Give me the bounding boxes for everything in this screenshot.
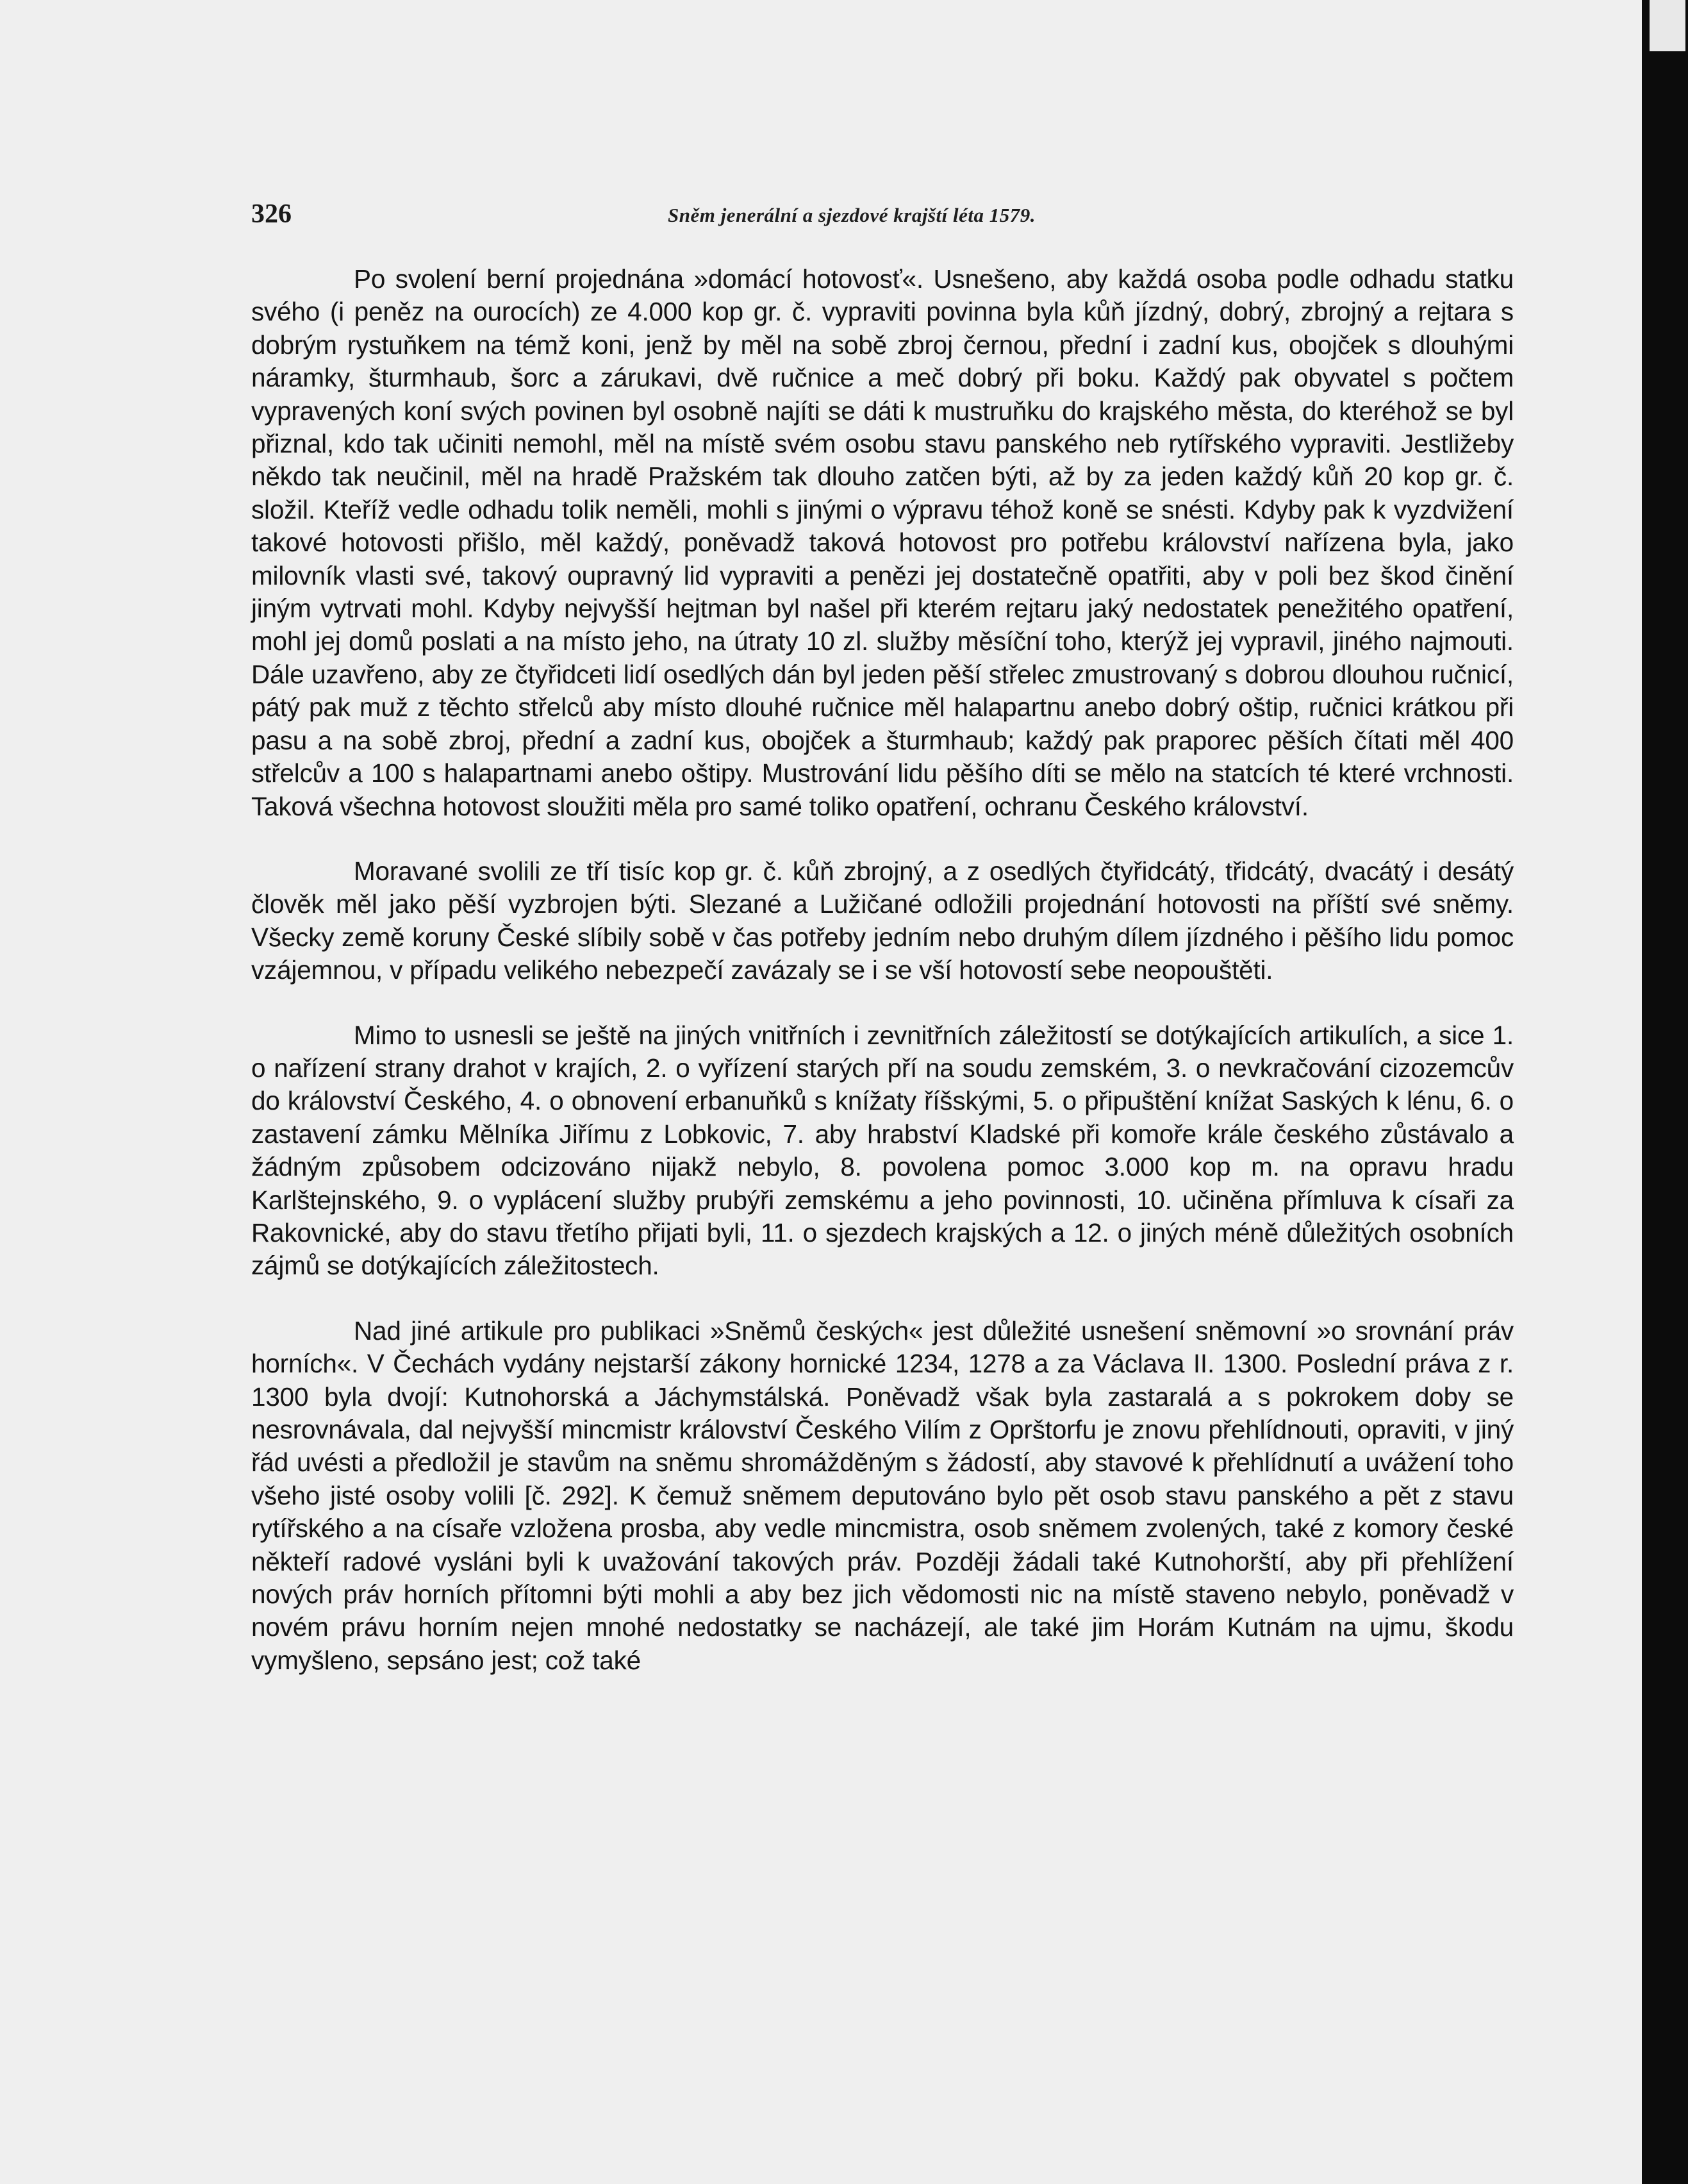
paragraph-mining-law: Nad jiné artikule pro publikaci »Sněmů českých« jest důležité usnešení sněmovní »o srovnání práv horních«. V Čechách vydány nejstarší zákony hornické 1234, 1278 a za Václava II. 1300. Poslední práva z r. 1300 byla dvojí: Kutnohorská a Jáchymstálská. Poněvadž však byla zastaralá a s pokrokem doby se nesrovnávala, dal nejvyšší mincmistr království Českého Vilím z Oprštorfu je znovu přehlídnouti, opraviti, v jiný řád uvésti a předložil je stavům na sněmu shromážděným s žádostí, aby stavové k přehlídnutí a uvážení toho všeho jisté osoby volili [č. 292]. K čemuž sněmem deputováno bylo pět osob stavu panského a pět z stavu rytířského a na císaře vzložena prosba, aby vedle mincmistra, osob sněmem zvolených, také z komory české někteří radové vysláni byli k uvažování takových práv. Později žádali také Kutnohorští, aby při přehlížení nových práv horních přítomni býti mohli a aby bez jich vědomosti nic na místě staveno nebylo, poněvadž v novém právu horním nejen mnohé nedostatky se nacházejí, ale také jim Horám Kutnám na ujmu, škodu vymyšleno, sepsáno jest; což také [251, 1315, 1514, 1675]
running-title: Sněm jenerální a sjezdové krajští léta 1579. [668, 204, 1036, 226]
paragraph-moravians: Moravané svolili ze tří tisíc kop gr. č. kůň zbrojný, a z osedlých čtyřidcátý, třidcátý, dvacátý i desátý člověk měl jako pěší vyzbrojen býti. Slezané a Lužičané odložili projednání hotovosti na příští své sněmy. Všecky země koruny České slíbily sobě v čas potřeby jedním nebo druhým dílem jízdného i pěšího lidu pomoc vzájemnou, v případu velikého nebezpečí zavázaly se i se vší hotovostí sebe neopouštěti. [251, 856, 1514, 985]
page-number: 326 [251, 199, 292, 229]
next-page-sliver [1650, 0, 1685, 51]
body-text [251, 263, 1514, 1677]
paragraph-home-defense: Po svolení berní projednána »domácí hotovosť«. Usnešeno, aby každá osoba podle odhadu statku svého (i peněz na ourocích) ze 4.000 kop gr. č. vypraviti povinna byla kůň jízdný, dobrý, zbrojný a rejtara s dobrým rystuňkem na témž koni, jenž by měl na sobě zbroj černou, přední i zadní kus, obojček s dlouhými náramky, šturmhaub, šorc a zárukavi, dvě ručnice a meč dobrý při boku. Každý pak obyvatel s počtem vypravených koní svých povinen byl osobně najíti se dáti k mustruňku do krajského města, do kteréhož se byl přiznal, kdo tak učiniti nemohl, měl na místě svém osobu stavu panského neb rytířského vypraviti. Jestližeby někdo tak neučinil, měl na hradě Pražském tak dlouho zatčen býti, až by za jeden každý kůň 20 kop gr. č. složil. Kteříž vedle odhadu tolik neměli, mohli s jinými o výpravu téhož koně se snésti. Kdyby pak k vyzdvižení takové hotovosti přišlo, měl každý, poněvadž taková hotovost pro potřebu království nařízena byla, jako milovník vlasti své, takový oupravný lid vypraviti a penězi jej dostatečně opatřiti, aby v poli bez škod činění jiným vytrvati mohl. Kdyby nejvyšší hejtman byl našel při kterém rejtaru jaký nedostatek penežitého opatření, mohl jej domů poslati a na místo jeho, na útraty 10 zl. služby měsíční toho, kterýž jej vypravil, jiného najmouti. Dále uzavřeno, aby ze čtyřidceti lidí osedlých dán byl jeden pěší střelec zmustrovaný s dobrou dlouhou ručnicí, pátý pak muž z těchto střelců aby místo dlouhé ručnice měl halapartnu anebo dobrý oštip, ručnici krátkou při pasu a na sobě zbroj, přední a zadní kus, obojček a šturmhaub; každý pak praporec pěších čítati měl 400 střelcův a 100 s halapartnami anebo oštipy. Mustrování lidu pěšího díti se mělo na statcích té které vrchnosti. Taková všechna hotovost sloužiti měla pro samé toliko opatření, ochranu Českého království. [251, 264, 1514, 821]
paragraph-other-articles: Mimo to usnesli se ještě na jiných vnitřních i zevnitřních záležitostí se dotýkajících artikulích, a sice 1. o nařízení strany drahot v krajích, 2. o vyřízení starých pří na soudu zemském, 3. o nevkračování cizozemcův do království Českého, 4. o obnovení erbanuňků s knížaty říšskými, 5. o připuštění knížat Saských k lénu, 6. o zastavení zámku Mělníka Jiřímu z Lobkovic, 7. aby hrabství Kladské při komoře krále českého zůstávalo a žádným způsobem odcizováno nijakž nebylo, 8. povolena pomoc 3.000 kop m. na opravu hradu Karlštejnského, 9. o vyplácení služby prubýři zemskému a jeho povinnosti, 10. učiněna přímluva k císaři za Rakovnické, aby do stavu třetího přijati byli, 11. o sjezdech krajských a 12. o jiných méně důležitých osobních zájmů se dotýkajících záležitostech. [251, 1020, 1514, 1281]
scan-edge [1642, 0, 1688, 2184]
page-header [251, 199, 1520, 237]
